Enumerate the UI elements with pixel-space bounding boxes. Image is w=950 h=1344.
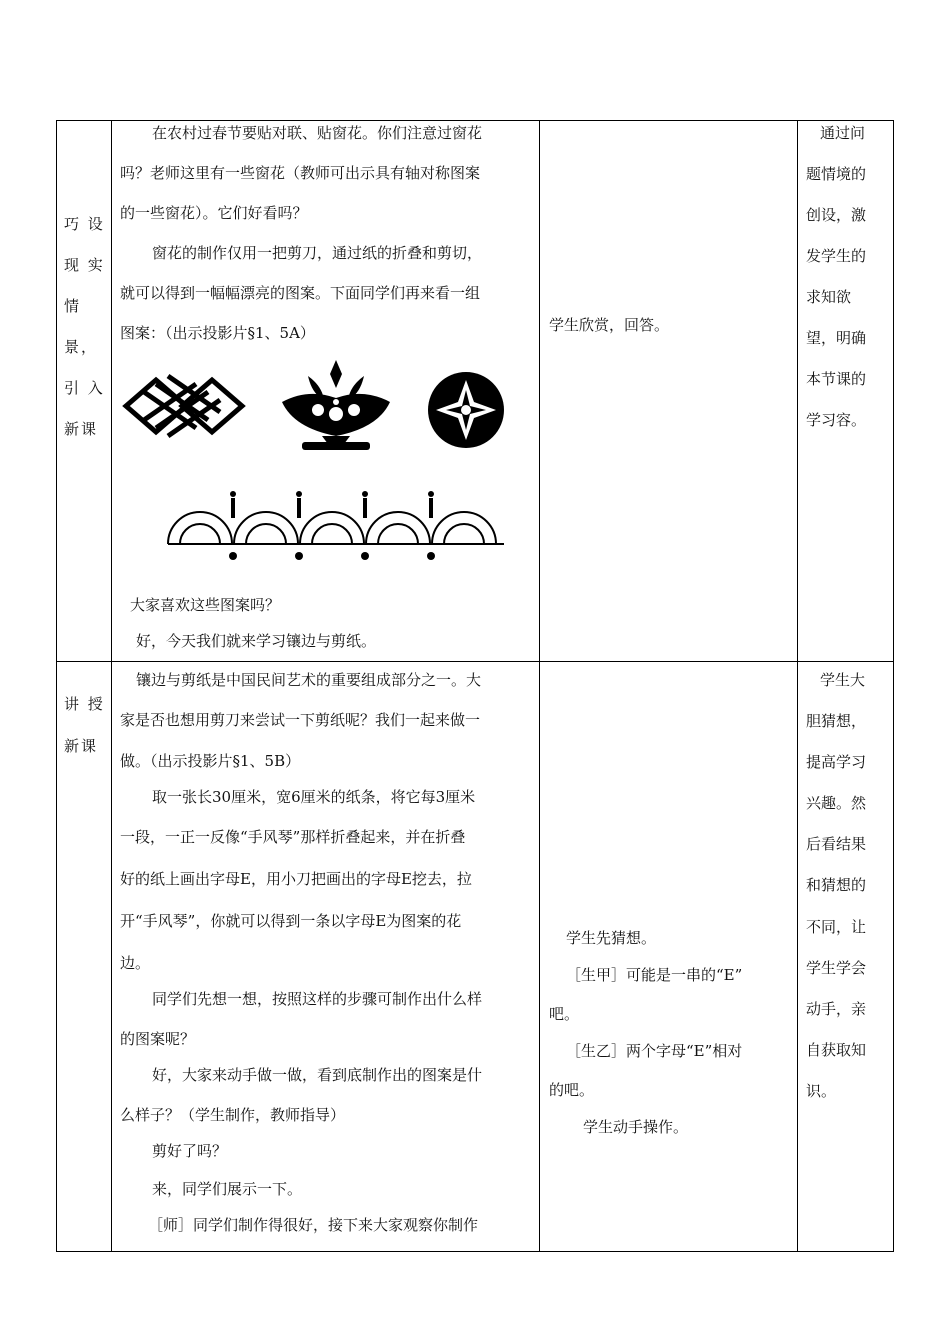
student-activity: ［生甲］可能是一串的“E” <box>566 966 743 984</box>
design-intent-line: 学生学会 <box>806 959 867 977</box>
design-intent-line: 不同，让 <box>806 918 867 936</box>
student-activity: 学生动手操作。 <box>583 1118 689 1136</box>
stage-label-line: 引 入 <box>64 379 105 397</box>
student-activity: 学生先猜想。 <box>566 929 657 947</box>
column-divider <box>797 121 798 1251</box>
design-intent-line: 学习容。 <box>806 411 867 429</box>
flower-vase-pattern-image <box>278 358 394 458</box>
design-intent-line: 题情境的 <box>806 165 867 183</box>
content-line: 的图案呢？ <box>120 1030 196 1048</box>
content-line: 窗花的制作仅用一把剪刀，通过纸的折叠和剪切， <box>152 244 483 262</box>
border-pattern-image <box>166 490 506 562</box>
content-line: 吗？老师这里有一些窗花（教师可出示具有轴对称图案 <box>120 164 481 182</box>
design-intent-line: 望，明确 <box>806 329 867 347</box>
content-line: 一段，一正一反像“手风琴”那样折叠起来，并在折叠 <box>120 828 466 846</box>
stage-label-line: 情 <box>64 297 82 315</box>
content-line: 取一张长30厘米，宽6厘米的纸条，将它每3厘米 <box>152 788 476 806</box>
stage-label-line: 新课 <box>64 737 99 755</box>
stage-label-line: 巧 设 <box>64 215 105 233</box>
stage-label-line: 讲 授 <box>64 695 105 713</box>
design-intent-line: 动手，亲 <box>806 1000 867 1018</box>
content-line: ［师］同学们制作得很好，接下来大家观察你制作 <box>148 1216 479 1234</box>
content-line: 开“手风琴”，你就可以得到一条以字母E为图案的花 <box>120 912 462 930</box>
student-activity: 学生欣赏，回答。 <box>549 316 670 334</box>
content-line: 家是否也想用剪刀来尝试一下剪纸呢？我们一起来做一 <box>120 711 481 729</box>
content-line: 的一些窗花）。它们好看吗？ <box>120 204 308 222</box>
content-line: 就可以得到一幅幅漂亮的图案。下面同学们再来看一组 <box>120 284 481 302</box>
column-divider <box>539 121 540 1251</box>
content-line: 剪好了吗？ <box>152 1142 228 1160</box>
design-intent-line: 和猜想的 <box>806 876 867 894</box>
stage-label-line: 景， <box>64 338 99 356</box>
student-activity: 吧。 <box>549 1005 580 1023</box>
student-activity: 的吧。 <box>549 1081 595 1099</box>
content-line: 图案：（出示投影片§1、5A） <box>120 324 315 342</box>
design-intent-line: 后看结果 <box>806 835 867 853</box>
content-line: 好，大家来动手做一做，看到底制作出的图案是什 <box>152 1066 483 1084</box>
content-line: 同学们先想一想，按照这样的步骤可制作出什么样 <box>152 990 483 1008</box>
design-intent-line: 自获取知 <box>806 1041 867 1059</box>
content-line: 镶边与剪纸是中国民间艺术的重要组成部分之一。大 <box>136 671 482 689</box>
content-line: 好，今天我们就来学习镶边与剪纸。 <box>136 632 377 650</box>
design-intent-line: 学生大 <box>820 671 866 689</box>
design-intent-line: 兴趣。然 <box>806 794 867 812</box>
stage-label-line: 现 实 <box>64 256 105 274</box>
column-divider <box>111 121 112 1251</box>
design-intent-line: 识。 <box>806 1082 837 1100</box>
content-line: 做。（出示投影片§1、5B） <box>120 752 301 770</box>
content-line: 大家喜欢这些图案吗？ <box>130 596 281 614</box>
stage-label-line: 新课 <box>64 420 99 438</box>
content-line: 么样子？（学生制作，教师指导） <box>120 1106 346 1124</box>
content-line: 好的纸上画出字母E，用小刀把画出的字母E挖去，拉 <box>120 870 472 888</box>
design-intent-line: 胆猜想， <box>806 712 867 730</box>
content-line: 边。 <box>120 954 151 972</box>
design-intent-line: 通过问 <box>820 124 866 142</box>
design-intent-line: 发学生的 <box>806 247 867 265</box>
design-intent-line: 创设，激 <box>806 206 867 224</box>
design-intent-line: 本节课的 <box>806 370 867 388</box>
design-intent-line: 求知欲 <box>806 288 852 306</box>
design-intent-line: 提高学习 <box>806 753 867 771</box>
content-line: 在农村过春节要贴对联、贴窗花。你们注意过窗花 <box>152 124 483 142</box>
row-divider <box>57 661 893 662</box>
knot-pattern-image <box>122 372 246 440</box>
student-activity: ［生乙］两个字母“E”相对 <box>566 1042 743 1060</box>
content-line: 来，同学们展示一下。 <box>152 1180 303 1198</box>
star-flower-pattern-image <box>424 368 508 452</box>
